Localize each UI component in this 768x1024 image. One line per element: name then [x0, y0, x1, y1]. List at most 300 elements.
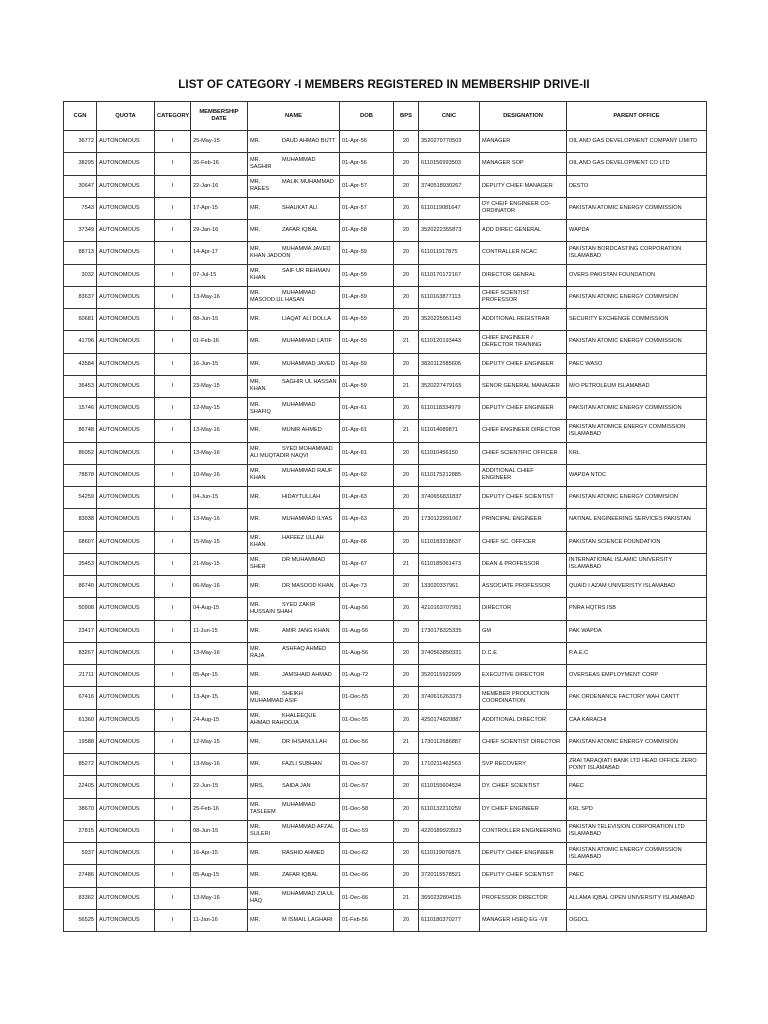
member-name: M ISMAIL LAGHARI — [282, 916, 333, 923]
cell-name — [248, 442, 340, 464]
cell-membership-date: 04-Aug-15 — [191, 598, 248, 620]
name-prefix: MR. — [250, 245, 261, 252]
cell-bps: 20 — [394, 264, 419, 286]
table-row — [64, 665, 707, 687]
name-prefix: MR. — [250, 156, 261, 163]
cell-quota: AUTONOMOUS — [97, 242, 155, 264]
member-name: MUHAMMAD MASOOD UL HASAN — [250, 290, 316, 304]
cell-dob: 01-Dec-57 — [340, 776, 394, 798]
cell-membership-date: 23-May-15 — [191, 375, 248, 397]
cell-cnic: 6110155604534 — [419, 776, 480, 798]
cell-cgn: 54259 — [64, 487, 97, 509]
cell-dob: 01-Apr-56 — [340, 153, 394, 175]
cell-cgn: 38670 — [64, 798, 97, 820]
cell-bps: 20 — [394, 820, 419, 842]
member-name: MUHAMMAD ILYAS — [282, 516, 333, 523]
member-name: RASHID AHMED — [282, 850, 325, 857]
cell-name — [248, 731, 340, 753]
name-prefix: MR. — [250, 446, 261, 453]
table-row — [64, 309, 707, 331]
table-body — [64, 131, 707, 932]
cell-membership-date: 22-Jan-16 — [191, 175, 248, 197]
cell-bps: 20 — [394, 754, 419, 776]
cell-cnic: 611014689871 — [419, 420, 480, 442]
cell-quota: AUTONOMOUS — [97, 420, 155, 442]
table-row — [64, 220, 707, 242]
cell-bps: 20 — [394, 687, 419, 709]
cell-category: I — [155, 798, 191, 820]
cell-cgn: 19588 — [64, 731, 97, 753]
cell-designation: ADDITIONAL REGISTRAR — [480, 309, 567, 331]
name-prefix: MR. — [250, 802, 261, 809]
cell-quota: AUTONOMOUS — [97, 531, 155, 553]
table-row — [64, 642, 707, 664]
cell-quota: AUTONOMOUS — [97, 776, 155, 798]
cell-dob: 01-Apr-63 — [340, 487, 394, 509]
cell-membership-date: 13-May-16 — [191, 286, 248, 308]
cell-parent-office: OGDCL — [567, 909, 707, 931]
cell-category: I — [155, 131, 191, 153]
cell-designation: CHIEF SC. OFFICER — [480, 531, 567, 553]
cell-dob: 01-Dec-56 — [340, 731, 394, 753]
cell-name — [248, 909, 340, 931]
cell-name — [248, 353, 340, 375]
cell-bps: 20 — [394, 576, 419, 598]
cell-category: I — [155, 820, 191, 842]
cell-quota: AUTONOMOUS — [97, 843, 155, 865]
table-row — [64, 509, 707, 531]
name-prefix: MR. — [250, 738, 261, 745]
cell-membership-date: 22-Jun-15 — [191, 776, 248, 798]
cell-cnic: 6110119076875 — [419, 843, 480, 865]
cell-category: I — [155, 487, 191, 509]
cell-parent-office: PAKISTAN ATOMIC ENERGY COMMISION — [567, 286, 707, 308]
member-name: DR MASOOD KHAN — [282, 583, 334, 590]
cell-quota: AUTONOMOUS — [97, 175, 155, 197]
cell-dob: 01-Aug-56 — [340, 642, 394, 664]
cell-bps: 20 — [394, 665, 419, 687]
cell-name — [248, 843, 340, 865]
cell-designation: CHIEF SCIENTIST PROFESSOR — [480, 286, 567, 308]
header-name: NAME — [248, 102, 340, 131]
cell-name — [248, 264, 340, 286]
cell-dob: 01-Dec-66 — [340, 865, 394, 887]
cell-dob: 01-Apr-59 — [340, 353, 394, 375]
cell-name — [248, 509, 340, 531]
cell-parent-office: M/O PETROLEUM ISLAMABAD — [567, 375, 707, 397]
cell-quota: AUTONOMOUS — [97, 286, 155, 308]
name-prefix: MR. — [250, 338, 261, 345]
cell-cgn: 5937 — [64, 843, 97, 865]
cell-quota: AUTONOMOUS — [97, 398, 155, 420]
cell-cnic: 6110183318637 — [419, 531, 480, 553]
cell-parent-office: PAKSITAN ATOMIC ENERGY COMMISSION — [567, 398, 707, 420]
cell-dob: 01-Apr-59 — [340, 264, 394, 286]
table-row — [64, 887, 707, 909]
cell-cgn: 85272 — [64, 754, 97, 776]
name-prefix: MR. — [250, 850, 261, 857]
cell-cgn: 41706 — [64, 331, 97, 353]
table-row — [64, 175, 707, 197]
header-dob: DOB — [340, 102, 394, 131]
cell-designation: DEAN & PROFESSOR — [480, 553, 567, 575]
table-row — [64, 553, 707, 575]
cell-bps: 20 — [394, 398, 419, 420]
cell-membership-date: 08-Jun-15 — [191, 309, 248, 331]
cell-bps: 21 — [394, 887, 419, 909]
name-prefix: MRS. — [250, 783, 264, 790]
cell-designation: CHIEF ENGINEER DIRECTOR — [480, 420, 567, 442]
cell-cgn: 83362 — [64, 887, 97, 909]
cell-bps: 20 — [394, 131, 419, 153]
table-row — [64, 754, 707, 776]
cell-name — [248, 464, 340, 486]
cell-cnic: 133020337961 — [419, 576, 480, 598]
header-parent-office: PARENT OFFICE — [567, 102, 707, 131]
cell-quota: AUTONOMOUS — [97, 553, 155, 575]
cell-name — [248, 709, 340, 731]
cell-name — [248, 309, 340, 331]
cell-category: I — [155, 576, 191, 598]
cell-dob: 01-Apr-66 — [340, 531, 394, 553]
cell-dob: 01-Dec-55 — [340, 687, 394, 709]
cell-designation: MEMEBER PRODUCTION COORDINATION — [480, 687, 567, 709]
cell-category: I — [155, 353, 191, 375]
cell-cnic: 6110180370277 — [419, 909, 480, 931]
cell-membership-date: 24-Aug-15 — [191, 709, 248, 731]
cell-name — [248, 398, 340, 420]
name-prefix: MR. — [250, 761, 261, 768]
cell-category: I — [155, 464, 191, 486]
cell-category: I — [155, 887, 191, 909]
cell-cgn: 86740 — [64, 576, 97, 598]
cell-parent-office: PAEC WASO — [567, 353, 707, 375]
cell-cnic: 6110170172167 — [419, 264, 480, 286]
cell-name — [248, 754, 340, 776]
table-row — [64, 843, 707, 865]
table-row — [64, 353, 707, 375]
cell-quota: AUTONOMOUS — [97, 620, 155, 642]
cell-parent-office: OIL AND GAS DEVELOPMENT CO LTD — [567, 153, 707, 175]
cell-category: I — [155, 153, 191, 175]
cell-dob: 01-Apr-62 — [340, 464, 394, 486]
cell-quota: AUTONOMOUS — [97, 442, 155, 464]
name-prefix: MR. — [250, 557, 261, 564]
cell-membership-date: 08-Jun-15 — [191, 820, 248, 842]
cell-designation: GM — [480, 620, 567, 642]
member-name: MUHAMMAD RAUF KHAN — [250, 468, 333, 482]
cell-category: I — [155, 331, 191, 353]
cell-name — [248, 175, 340, 197]
cell-cgn: 7543 — [64, 197, 97, 219]
cell-designation: D.C.E — [480, 642, 567, 664]
cell-category: I — [155, 553, 191, 575]
cell-bps: 20 — [394, 464, 419, 486]
cell-cgn: 30647 — [64, 175, 97, 197]
cell-cnic: 1730178325335 — [419, 620, 480, 642]
cell-membership-date: 10-May-16 — [191, 464, 248, 486]
cell-dob: 01-Dec-57 — [340, 754, 394, 776]
cell-quota: AUTONOMOUS — [97, 353, 155, 375]
cell-designation: DEPUTY CHIEF MANAGER — [480, 175, 567, 197]
member-name: MUHAMMA JAVED KHAN JADOON — [250, 245, 331, 259]
cell-dob: 01-Aug-72 — [340, 665, 394, 687]
name-prefix: MR. — [250, 535, 261, 542]
cell-category: I — [155, 398, 191, 420]
cell-parent-office: KRL SPD — [567, 798, 707, 820]
member-name: SHEIKH MUHAMMAD ASIF — [250, 690, 303, 704]
table-row — [64, 420, 707, 442]
member-name: ASHFAQ AHMED RAJA — [250, 646, 327, 660]
header-bps: BPS — [394, 102, 419, 131]
table-row — [64, 464, 707, 486]
cell-bps: 20 — [394, 531, 419, 553]
cell-name — [248, 620, 340, 642]
cell-bps: 20 — [394, 353, 419, 375]
cell-name — [248, 665, 340, 687]
name-prefix: MR. — [250, 290, 261, 297]
cell-bps: 20 — [394, 509, 419, 531]
cell-cgn: 86052 — [64, 442, 97, 464]
cell-cgn: 38295 — [64, 153, 97, 175]
cell-name — [248, 887, 340, 909]
cell-designation: EXECUTIVE DIRECTOR — [480, 665, 567, 687]
member-name: SYED MOHAMMAD ALI MUQTADIR NAQVI — [250, 446, 333, 460]
cell-membership-date: 13-May-16 — [191, 642, 248, 664]
name-prefix: MR. — [250, 646, 261, 653]
cell-designation: CONTRALLER NCAC — [480, 242, 567, 264]
cell-membership-date: 26-Feb-16 — [191, 153, 248, 175]
cell-membership-date: 29-Jan-16 — [191, 220, 248, 242]
cell-designation: MANAGER SOP — [480, 153, 567, 175]
cell-cnic: 3650232804115 — [419, 887, 480, 909]
cell-parent-office: PAK WAPDA — [567, 620, 707, 642]
cell-name — [248, 531, 340, 553]
cell-membership-date: 13-May-16 — [191, 420, 248, 442]
cell-bps: 21 — [394, 553, 419, 575]
cell-dob: 01-Dec-58 — [340, 798, 394, 820]
table-row — [64, 620, 707, 642]
cell-name — [248, 131, 340, 153]
cell-membership-date: 06-May-16 — [191, 576, 248, 598]
cell-parent-office: WAPDA — [567, 220, 707, 242]
member-name: JAMSHAID AHMAD — [282, 672, 332, 679]
cell-parent-office: PAKISTAN ATOMIC ENERGY COMMISSION ISLAMABAD — [567, 843, 707, 865]
name-prefix: MR. — [250, 427, 261, 434]
header-designation: DESIGNATION — [480, 102, 567, 131]
cell-quota: AUTONOMOUS — [97, 487, 155, 509]
cell-category: I — [155, 220, 191, 242]
cell-bps: 20 — [394, 909, 419, 931]
member-name: MUHAMMAD JAVED — [282, 360, 335, 367]
cell-bps: 21 — [394, 420, 419, 442]
cell-cnic: 3520115922929 — [419, 665, 480, 687]
cell-designation: SENOR GENERAL MANAGER — [480, 375, 567, 397]
name-prefix: MR. — [250, 627, 261, 634]
cell-dob: 01-Apr-63 — [340, 509, 394, 531]
cell-category: I — [155, 175, 191, 197]
name-prefix: MR. — [250, 268, 261, 275]
cell-name — [248, 820, 340, 842]
table-row — [64, 820, 707, 842]
cell-cgn: 43584 — [64, 353, 97, 375]
cell-membership-date: 05-Aug-15 — [191, 865, 248, 887]
cell-name — [248, 642, 340, 664]
cell-dob: 01-Apr-61 — [340, 420, 394, 442]
member-name: DR MUHAMMAD SHER — [250, 557, 326, 571]
table-row — [64, 375, 707, 397]
name-prefix: MR. — [250, 891, 261, 898]
cell-cgn: 83938 — [64, 509, 97, 531]
cell-parent-office: SECURITY EXCHENGE COMMISSION — [567, 309, 707, 331]
cell-quota: AUTONOMOUS — [97, 576, 155, 598]
cell-parent-office: P.A.E.C — [567, 642, 707, 664]
member-name: FAZLI SUBHAN — [282, 761, 322, 768]
cell-cgn: 35453 — [64, 553, 97, 575]
cell-parent-office: ZRAI TARAQIATI BANK LTD HEAD OFFICE ZERO POINT ISLAMABAD — [567, 754, 707, 776]
name-prefix: MR. — [250, 872, 261, 879]
table-row — [64, 687, 707, 709]
cell-designation: DEPUTY CHIEF ENGINEER — [480, 843, 567, 865]
cell-bps: 20 — [394, 220, 419, 242]
cell-category: I — [155, 531, 191, 553]
cell-cnic: 1730122991067 — [419, 509, 480, 531]
member-name: SAIDA JAN — [282, 783, 311, 790]
table-row — [64, 531, 707, 553]
table-row — [64, 731, 707, 753]
name-prefix: MR. — [250, 672, 261, 679]
member-name: SAIF UR REHMAN KHAN — [250, 268, 330, 282]
cell-cnic: 3740518930267 — [419, 175, 480, 197]
cell-quota: AUTONOMOUS — [97, 309, 155, 331]
member-name: MUHAMMAD AFZAL SULERI — [250, 824, 335, 838]
cell-cnic: 6110120193443 — [419, 331, 480, 353]
cell-designation: PRINCIPAL ENGINEER — [480, 509, 567, 531]
cell-dob: 01-Dec-66 — [340, 887, 394, 909]
cell-cgn: 37349 — [64, 220, 97, 242]
cell-membership-date: 13-May-16 — [191, 754, 248, 776]
cell-quota: AUTONOMOUS — [97, 598, 155, 620]
cell-membership-date: 16-Jun-15 — [191, 353, 248, 375]
name-prefix: MR. — [250, 468, 261, 475]
cell-membership-date: 17-Apr-15 — [191, 197, 248, 219]
cell-quota: AUTONOMOUS — [97, 509, 155, 531]
member-name: HAFEEZ ULLAH KHAN — [250, 535, 324, 549]
name-prefix: MR. — [250, 713, 261, 720]
member-name: LIAQAT ALI DOLLA — [282, 316, 331, 323]
cell-membership-date: 07-Jul-15 — [191, 264, 248, 286]
cell-membership-date: 13-May-16 — [191, 442, 248, 464]
cell-cnic: 3820112585605 — [419, 353, 480, 375]
cell-quota: AUTONOMOUS — [97, 131, 155, 153]
cell-parent-office: PAEC — [567, 865, 707, 887]
cell-cnic: 4210163707951 — [419, 598, 480, 620]
cell-cnic: 3520225951143 — [419, 309, 480, 331]
cell-cnic: 4220189923923 — [419, 820, 480, 842]
cell-parent-office: NATINAL ENGINEERING SERVICES PAKISTAN — [567, 509, 707, 531]
header-category: CATEGORY — [155, 102, 191, 131]
cell-dob: 01-Apr-59 — [340, 242, 394, 264]
cell-membership-date: 15-May-15 — [191, 531, 248, 553]
cell-name — [248, 798, 340, 820]
cell-bps: 20 — [394, 598, 419, 620]
name-prefix: MR. — [250, 401, 261, 408]
cell-category: I — [155, 598, 191, 620]
name-prefix: MR. — [250, 360, 261, 367]
cell-name — [248, 242, 340, 264]
cell-category: I — [155, 731, 191, 753]
cell-category: I — [155, 843, 191, 865]
cell-designation: ADDITIONAL CHIEF ENGINEER — [480, 464, 567, 486]
table-row — [64, 398, 707, 420]
cell-designation: MANAGER — [480, 131, 567, 153]
cell-cnic: 3740563850331 — [419, 642, 480, 664]
cell-cnic: 6110185061473 — [419, 553, 480, 575]
cell-membership-date: 13-May-16 — [191, 509, 248, 531]
cell-category: I — [155, 754, 191, 776]
cell-cgn: 61360 — [64, 709, 97, 731]
cell-membership-date: 01-Feb-16 — [191, 331, 248, 353]
cell-cnic: 6110163877113 — [419, 286, 480, 308]
cell-dob: 01-Apr-59 — [340, 309, 394, 331]
cell-designation: ASSOCIATE PROFESSOR — [480, 576, 567, 598]
cell-designation: DEPUTY CHIEF ENGINEER — [480, 398, 567, 420]
cell-category: I — [155, 665, 191, 687]
cell-name — [248, 598, 340, 620]
cell-parent-office: PAKISTAN SCIENCE FOUNDATION — [567, 531, 707, 553]
cell-category: I — [155, 909, 191, 931]
cell-cnic: 1730112686887 — [419, 731, 480, 753]
cell-cgn: 50908 — [64, 598, 97, 620]
cell-dob: 01-Apr-59 — [340, 331, 394, 353]
cell-parent-office: PAKISTAN ATOMICE ENERGY COMMISSION ISLAMABAD — [567, 420, 707, 442]
name-prefix: MR. — [250, 179, 261, 186]
cell-cnic: 3520227479165 — [419, 375, 480, 397]
cell-membership-date: 05-Apr-15 — [191, 665, 248, 687]
cell-quota: AUTONOMOUS — [97, 220, 155, 242]
cell-bps: 20 — [394, 776, 419, 798]
cell-designation: DIRECTOR — [480, 598, 567, 620]
cell-quota: AUTONOMOUS — [97, 464, 155, 486]
page-title: LIST OF CATEGORY -I MEMBERS REGISTERED IN MEMBERSHIP DRIVE-II — [178, 79, 590, 91]
cell-bps: 20 — [394, 175, 419, 197]
table-row — [64, 153, 707, 175]
cell-category: I — [155, 375, 191, 397]
cell-category: I — [155, 264, 191, 286]
cell-quota: AUTONOMOUS — [97, 642, 155, 664]
cell-quota: AUTONOMOUS — [97, 798, 155, 820]
cell-designation: ADD DIREC GENERAL — [480, 220, 567, 242]
cell-name — [248, 375, 340, 397]
cell-name — [248, 687, 340, 709]
cell-cgn: 68607 — [64, 531, 97, 553]
cell-designation: DY. CHIEF SCIENTIST — [480, 776, 567, 798]
cell-designation: PROFESSOR DIRECTOR — [480, 887, 567, 909]
table-row — [64, 242, 707, 264]
cell-cgn: 23417 — [64, 620, 97, 642]
cell-quota: AUTONOMOUS — [97, 754, 155, 776]
cell-parent-office: PAK ORDENANCE FACTORY WAH CANTT — [567, 687, 707, 709]
cell-category: I — [155, 309, 191, 331]
cell-category: I — [155, 509, 191, 531]
member-name: SYED ZAKIR HUSSAIN SHAH — [250, 601, 316, 615]
cell-dob: 01-Apr-59 — [340, 286, 394, 308]
cell-membership-date: 11-Jun-15 — [191, 620, 248, 642]
table-row — [64, 598, 707, 620]
header-membership-date: MEMBERSHIP DATE — [191, 102, 248, 131]
cell-name — [248, 220, 340, 242]
member-name: KHALEEQUE AHMAD RAHOOJA — [250, 713, 317, 727]
